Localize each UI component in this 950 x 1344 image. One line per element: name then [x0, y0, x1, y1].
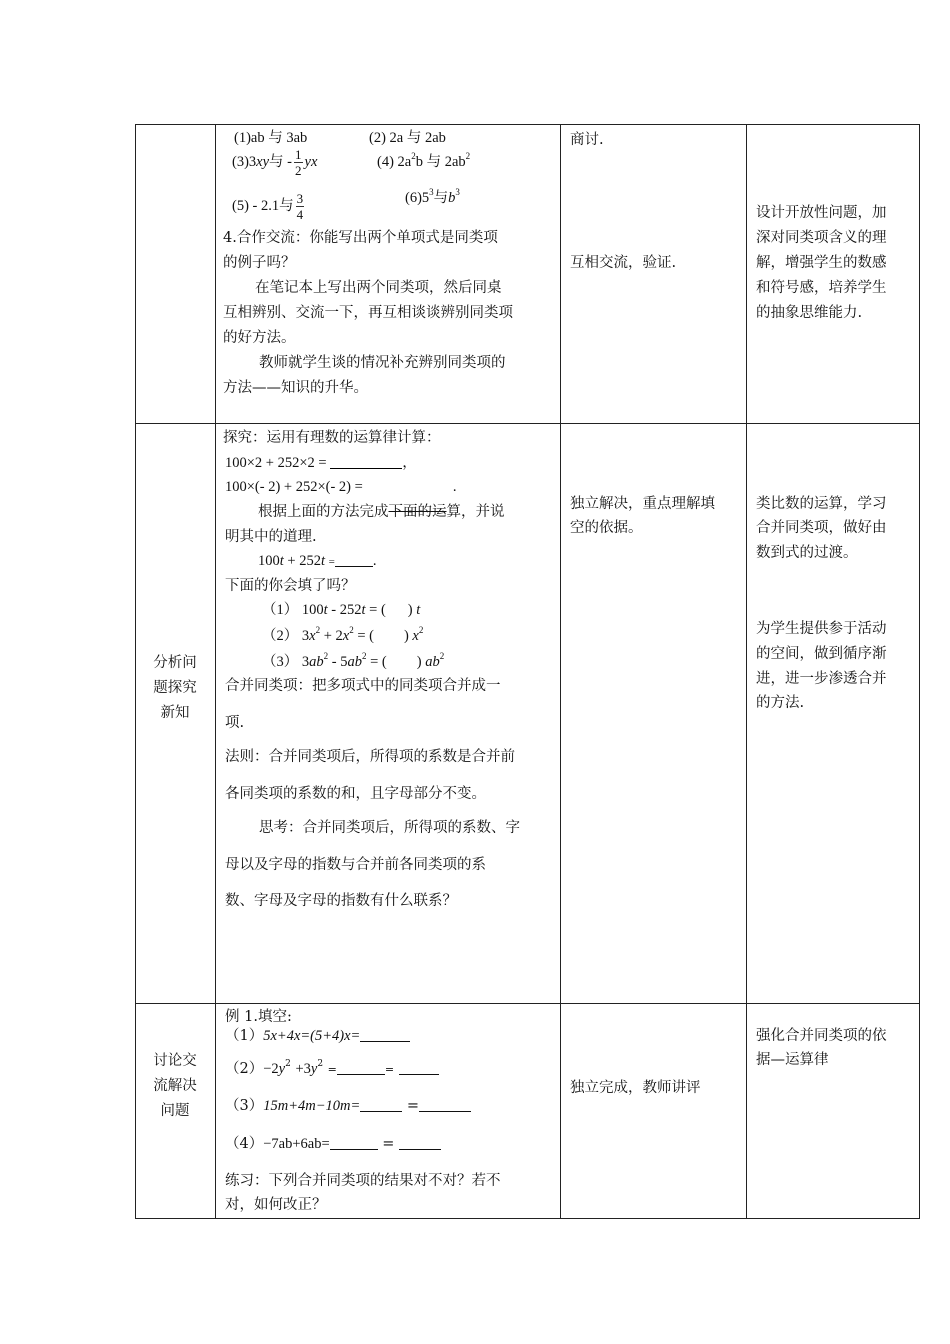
row3-intent-line-1: 强化合并同类项的依: [756, 1028, 887, 1044]
row2-content-line-10: 法则：合并同类项后，所得项的系数是合并前: [225, 749, 515, 765]
row3-student-line-1: 独立完成，教师讲评: [570, 1080, 701, 1096]
row1-example-1: (1)ab 与 3ab: [234, 130, 308, 146]
row3-content-line-2: 练习：下列合并同类项的结果对不对？若不: [225, 1173, 501, 1189]
row2-intent-line-4: 为学生提供参于活动: [756, 621, 887, 637]
column-divider-2: [560, 124, 561, 1219]
row2-content-line-13: 母以及字母的指数与合并前各同类项的系: [225, 857, 486, 873]
row3-stage-line-1: 讨论交: [153, 1053, 197, 1069]
row1-example-5: (5) - 2.1与 $\frac{3}{4}$: [232, 191, 304, 223]
fraction-three-quarters: $\frac{3}{4}$: [296, 191, 304, 223]
answer-blank[interactable]: [330, 454, 402, 469]
row1-intent-line-4: 和符号感，培养学生: [756, 280, 887, 296]
row2-intent-line-2: 合并同类项，做好由: [756, 520, 887, 536]
row2-content-line-4: 根据上面的方法完成下面的运算，并说: [258, 504, 505, 520]
fraction-one-half: $\frac{1}{2}$: [295, 147, 302, 179]
row2-intent-line-1: 类比数的运算，学习: [756, 496, 887, 512]
row1-content-line-8: 的好方法。: [223, 330, 296, 346]
row1-example-2: (2) 2a 与 2ab: [369, 130, 446, 146]
row2-exercise-1: （1） 100t - 252t = ( ) t: [262, 602, 421, 618]
answer-blank[interactable]: [337, 1060, 385, 1075]
column-divider-3: [746, 124, 747, 1219]
row1-example-6: $(6)5^3$与$b^3$: [405, 187, 460, 206]
row2-intent-line-3: 数到式的过渡。: [756, 545, 858, 561]
row3-exercise-4: （4）−7ab+6ab= =: [225, 1134, 441, 1154]
row1-content-line-4: 4.合作交流：你能写出两个单项式是同类项: [223, 230, 498, 246]
row2-content-line-11: 各同类项的系数的和，且字母部分不变。: [225, 786, 486, 802]
row2-content-line-5: 明其中的道理.: [225, 529, 317, 545]
row3-exercise-3: （3）15m+4m−10m= =: [225, 1096, 471, 1116]
row1-intent-line-5: 的抽象思维能力.: [756, 305, 863, 321]
row2-content-line-8: 合并同类项：把多项式中的同类项合并成一: [225, 678, 501, 694]
row3-exercise-1: （1）5x+4x=(5+4)x=: [225, 1026, 410, 1046]
row2-content-line-14: 数、字母及字母的指数有什么联系？: [225, 893, 457, 909]
row3-stage-line-3: 问题: [160, 1103, 190, 1119]
row2-student-line-1: 独立解决，重点理解填: [570, 496, 715, 512]
row1-student-line-2: 互相交流，验证.: [570, 255, 677, 271]
row2-intent-line-7: 的方法.: [756, 695, 805, 711]
row-divider-2: [135, 1003, 920, 1004]
row2-student-line-2: 空的依据。: [570, 520, 643, 536]
row2-exercise-2: （2） $3x^2 + 2x^2$ = ( ) $x^2$: [262, 625, 424, 644]
row2-intent-line-6: 进，进一步渗透合并: [756, 671, 887, 687]
row3-intent-line-2: 据—运算律: [756, 1052, 829, 1068]
answer-blank[interactable]: [419, 1097, 471, 1112]
row1-intent-line-1: 设计开放性问题，加: [756, 205, 887, 221]
row3-stage-line-2: 流解决: [153, 1078, 197, 1094]
row2-intent-line-5: 的空间，做到循序渐: [756, 646, 887, 662]
column-divider-1: [215, 124, 216, 1219]
answer-blank[interactable]: [360, 1027, 410, 1042]
row2-content-line-1: 探究：运用有理数的运算律计算：: [223, 430, 441, 446]
row1-intent-line-3: 解，增强学生的数感: [756, 255, 887, 271]
answer-blank[interactable]: [399, 1060, 439, 1075]
row1-student-line-1: 商讨.: [570, 132, 604, 148]
row2-stage-line-1: 分析问: [153, 655, 197, 671]
row3-content-line-1: 例 1.填空:: [225, 1009, 292, 1025]
table-border-right: [919, 124, 920, 1219]
row-divider-1: [135, 423, 920, 424]
answer-blank[interactable]: [399, 1135, 441, 1150]
answer-blank[interactable]: [335, 552, 373, 567]
row2-content-line-12: 思考：合并同类项后，所得项的系数、字: [259, 820, 520, 836]
row2-content-line-6: 100t + 252t = .: [258, 553, 377, 569]
row3-exercise-2: $(2)-2y^2 +3y^2$ = =: [225, 1059, 439, 1080]
row2-content-line-7: 下面的你会填了吗？: [225, 578, 356, 594]
row2-content-line-3: 100×(- 2) + 252×(- 2) = .: [225, 479, 457, 495]
row2-exercise-3: （3） $3ab^2 - 5ab^2$ = ( ) $ab^2$: [262, 651, 445, 670]
row2-stage-line-3: 新知: [160, 705, 190, 721]
row1-example-4: (4) $2a^2b$ 与 $2ab^2$: [377, 151, 471, 170]
answer-blank[interactable]: [330, 1135, 378, 1150]
row1-content-line-6: 在笔记本上写出两个同类项，然后同桌: [255, 280, 502, 296]
row1-example-3: (3)3xy与 - $\frac{1}{2}$ yx: [232, 147, 318, 179]
row1-content-line-9: 教师就学生谈的情况补充辨别同类项的: [259, 355, 506, 371]
row1-intent-line-2: 深对同类项含义的理: [756, 230, 887, 246]
row3-content-line-3: 对，如何改正？: [225, 1197, 327, 1213]
row1-content-line-7: 互相辨别、交流一下，再互相谈谈辨别同类项: [223, 305, 513, 321]
answer-blank[interactable]: [360, 1097, 402, 1112]
row2-content-line-2: 100×2 + 252×2 = ，: [225, 455, 417, 471]
table-border-bottom: [135, 1218, 920, 1219]
row2-content-line-9: 项.: [225, 715, 245, 731]
row1-content-line-10: 方法——知识的升华。: [223, 380, 368, 396]
row2-stage-line-2: 题探究: [153, 680, 197, 696]
row1-content-line-5: 的例子吗？: [223, 255, 296, 271]
table-border-top: [135, 124, 920, 125]
